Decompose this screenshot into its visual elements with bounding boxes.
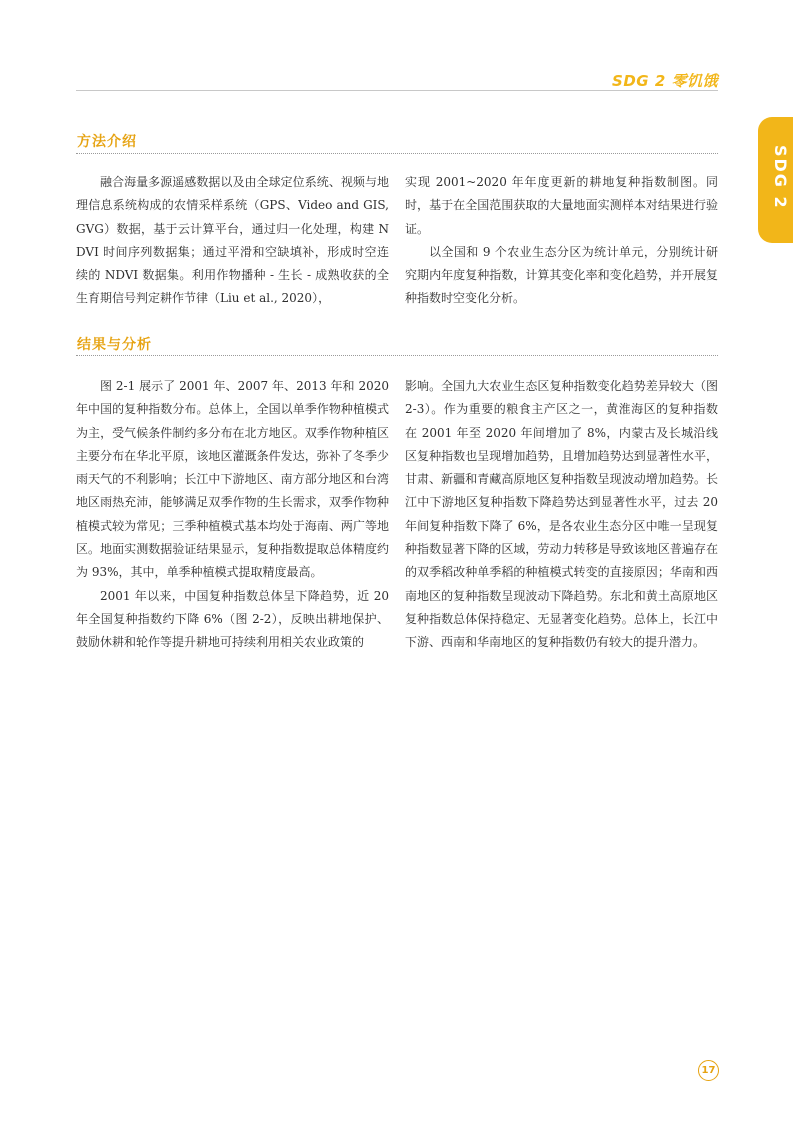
header-sdg-tag: SDG 2 零饥饿 [612,72,718,90]
methods-paragraph: 以全国和 9 个农业生态分区为统计单元，分别统计研究期内年度复种指数，计算其变化率和变化趋势，并开展复种指数时空变化分析。 [405,244,718,306]
results-column-left [76,375,389,655]
results-paragraph: 2001 年以来，中国复种指数总体呈下降趋势，近 20 年全国复种指数约下降 6%（图 2-2），反映出耕地保护、鼓励休耕和轮作等提升耕地可持续利用相关农业政策的 [76,588,389,650]
page-number: 17 [698,1060,719,1081]
results-section-rule [76,355,718,356]
side-tab-label: SDG 2 [771,145,790,210]
results-paragraph: 影响。全国九大农业生态区复种指数变化趋势差异较大（图 2-3）。作为重要的粮食主产区之一，黄淮海区的复种指数在 2001 年至 2020 年间增加了 8%，内蒙古及长城沿线区复种指数也呈现增加趋势，且增加趋势达到显著性水平，甘肃、新疆和青藏高原地区复种指数呈现波动增加趋势。长江中下游地区复种指数下降趋势达到显著性水平，过去 20 年间复种指数下降了 6%，是各农业生态分区中唯一呈现复种指数显著下降的区域，劳动力转移是导致该地区普遍存在的双季稻改种单季稻的种植模式转变的直接原因；华南和西南地区的复种指数呈现波动下降趋势。东北和黄土高原地区复种指数总体保持稳定、无显著变化趋势。总体上，长江中下游、西南和华南地区的复种指数仍有较大的提升潜力。 [405,379,718,650]
header-rule [76,90,718,91]
methods-column-right [405,171,718,311]
methods-column-left [76,171,389,311]
side-tab [758,117,793,243]
methods-paragraph: 实现 2001~2020 年年度更新的耕地复种指数制图。同时，基于在全国范围获取的大量地面实测样本对结果进行验证。 [405,175,718,236]
methods-section-rule [76,153,718,154]
results-paragraph: 图 2-1 展示了 2001 年、2007 年、2013 年和 2020 年中国的复种指数分布。总体上，全国以单季作物种植模式为主，受气候条件制约多分布在北方地区。双季作物种植区主要分布在华北平原，该地区灌溉条件发达，弥补了冬季少雨天气的不利影响；长江中下游地区、南方部分地区和台湾地区雨热充沛，能够满足双季作物的生长需求，双季作物种植模式较为常见；三季种植模式基本均处于海南、两广等地区。地面实测数据验证结果显示，复种指数提取总体精度约为 93%，其中，单季种植模式提取精度最高。 [76,379,389,580]
methods-paragraph: 融合海量多源遥感数据以及由全球定位系统、视频与地理信息系统构成的农情采样系统（GPS、Video and GIS, GVG）数据，基于云计算平台，通过归一化处理，构建 NDVI 时间序列数据集；通过平滑和空缺填补，形成时空连续的 NDVI 数据集。利用作物播种 - 生长 - 成熟收获的全生育期信号判定耕作节律（Liu et al., 2020）， [76,175,389,306]
results-section-title: 结果与分析 [77,337,152,353]
results-column-right [405,375,718,655]
methods-section-title: 方法介绍 [77,134,137,150]
